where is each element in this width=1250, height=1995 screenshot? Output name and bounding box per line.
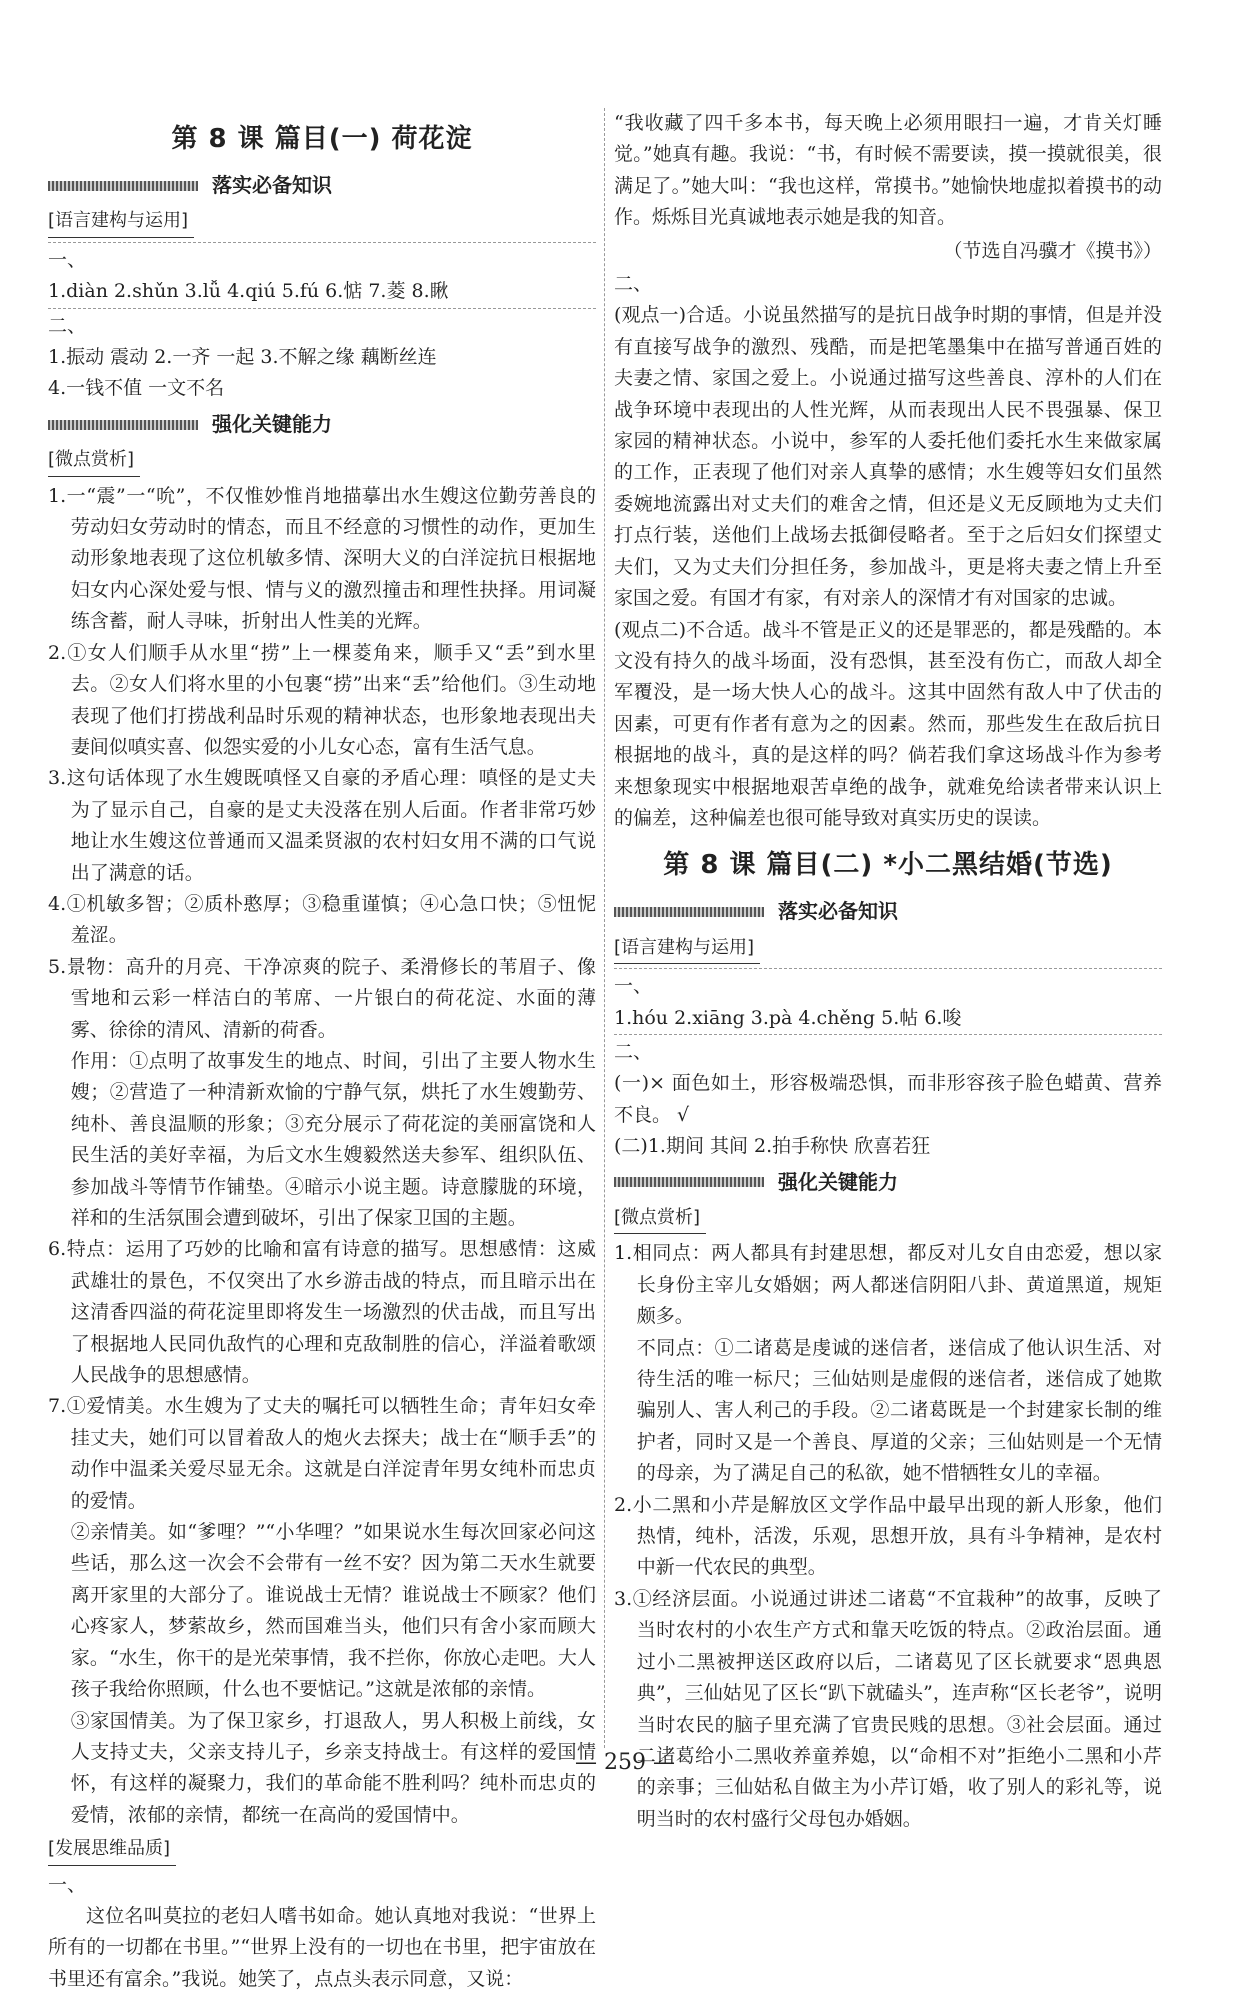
section-bar (614, 1177, 764, 1187)
answer-paragraph: 2.①女人们顺手从水里“捞”上一棵菱角来，顺手又“丢”到水里去。②女人们将水里的小包裹“捞”出来“丢”给他们。③生动地表现了他们打捞战利品时乐观的精神状态，也形象地表现出夫妻间似嗔实喜、似怨实爱的小儿女心态，富有生活气息。 (48, 641, 596, 758)
question-number: 一、 (614, 975, 653, 998)
divider (614, 1034, 1162, 1035)
answer-paragraph: 4.①机敏多智；②质朴憨厚；③稳重谨慎；④心急口快；⑤忸怩羞涩。 (48, 892, 596, 947)
answer-paragraph: 1.相同点：两人都具有封建思想，都反对儿女自由恋爱，想以家长身份主宰儿女婚姻；两人都迷信阴阳八卦、黄道黑道，规矩颇多。 (614, 1242, 1162, 1328)
answer-paragraph: (观点一)合适。小说虽然描写的是抗日战争时期的事情，但是并没有直接写战争的激烈、残酷，而是把笔墨集中在描写普通百姓的夫妻之情、家国之爱上。小说通过描写这些善良、淳朴的人们在战争环境中表现出的人性光辉，从而表现出人民不畏强暴、保卫家园的精神状态。小说中，参军的人委托他们委托水生来做家属的工作，正表现了他们对亲人真挚的感情；水生嫂等妇女们虽然委婉地流露出对丈夫们的难舍之情，但还是义无反顾地为丈夫们打点行装，送他们上战场去抵御侵略者。至于之后妇女们探望丈夫们，又为丈夫们分担任务，参加战斗，更是将夫妻之情上升至家国之爱。有国才有家，有对亲人的深情才有对国家的忠诚。 (614, 304, 1162, 610)
section-header (48, 170, 596, 201)
answer-paragraph: 这位名叫莫拉的老妇人嗜书如命。她认真地对我说：“世界上所有的一切都在书里。”“世界上没有的一切也在书里，把宇宙放在书里还有富余。”我说。她笑了，点点头表示同意，又说： (48, 1904, 596, 1990)
source-citation: （节选自冯骥才《摸书》） (943, 239, 1162, 262)
lesson-title-2: 第 8 课 篇目(二) *小二黑结婚(节选) (663, 850, 1113, 881)
answer-line: (二)1.期间 其间 2.拍手称快 欣喜若狂 (614, 1135, 931, 1158)
answer-paragraph: 7.①爱情美。水生嫂为了丈夫的嘱托可以牺牲生命；青年妇女牵挂丈夫，她们可以冒着敌人的炮火去探夫；战士在“顺手丢”的动作中温柔关爱尽显无余。这就是白洋淀青年男女纯朴而忠贞的爱情。 (48, 1395, 596, 1512)
divider (48, 308, 596, 309)
answer-paragraph: ③家国情美。为了保卫家乡，打退敌人，男人积极上前线，女人支持丈夫，父亲支持儿子，乡亲支持战士。有这样的爱国情怀，有这样的凝聚力，我们的革命能不胜利吗？纯朴而忠贞的爱情，浓郁的亲情，都统一在高尚的爱国情中。 (70, 1709, 596, 1826)
answer-paragraph: (观点二)不合适。战斗不管是正义的还是罪恶的，都是残酷的。本文没有持久的战斗场面，没有恐惧，甚至没有伤亡，而敌人却全军覆没，是一场大快人心的战斗。这其中固然有敌人中了伏击的因素，可更有作者有意为之的因素。然而，那些发生在敌后抗日根据地的战斗，真的是这样的吗？倘若我们拿这场战斗作为参考来想象现实中根据地艰苦卓绝的战争，就难免给读者带来认识上的偏差，这种偏差也很可能导致对真实历史的误读。 (614, 618, 1162, 829)
section-label: 强化关键能力 (778, 1169, 898, 1194)
answer-paragraph: 作用：①点明了故事发生的地点、时间，引出了主要人物水生嫂；②营造了一种清新欢愉的宁静气氛，烘托了水生嫂勤劳、纯朴、善良温顺的形象；③充分展示了荷花淀的美丽富饶和人民生活的美好幸福，为后文水生嫂毅然送夫参军、组织队伍、参加战斗等情节作铺垫。④暗示小说主题。诗意朦胧的环境，祥和的生活氛围会遭到破坏，引出了保家卫国的主题。 (70, 1049, 596, 1229)
question-number: 二、 (48, 314, 87, 337)
answer-line: 1.diàn 2.shǔn 3.lǚ 4.qiú 5.fú 6.惦 7.菱 8.瞅 (48, 280, 449, 303)
answer-line: (一)× 面色如土，形容极端恐惧，而非形容孩子脸色蜡黄、营养不良。 √ (614, 1072, 1162, 1126)
section-header (48, 409, 596, 440)
section-header (614, 1167, 1162, 1198)
answer-paragraph: 6.特点：运用了巧妙的比喻和富有诗意的描写。思想感情：这威武雄壮的景色，不仅突出了水乡游击战的特点，而且暗示出在这清香四溢的荷花淀里即将发生一场激烈的伏击战，而且写出了根据地人民同仇敌忾的心理和克敌制胜的信心，洋溢着歌颂人民战争的思想感情。 (48, 1238, 596, 1387)
answer-line: 4.一钱不值 一文不名 (48, 377, 225, 400)
answer-paragraph: 3.这句话体现了水生嫂既嗔怪又自豪的矛盾心理：嗔怪的是丈夫为了显示自己，自豪的是丈夫没落在别人后面。作者非常巧妙地让水生嫂这位普通而又温柔贤淑的农村妇女用不满的口气说出了满意的话。 (48, 767, 596, 884)
answer-paragraph: ②亲情美。如“爹哩？”“小华哩？”如果说水生每次回家必问这些话，那么这一次会不会带有一丝不安？因为第二天水生就要离开家里的大部分了。谁说战士无情？谁说战士不顾家？他们心疼家人，梦萦故乡，然而国难当头，他们只有舍小家而顾大家。“水生，你干的是光荣事情，我不拦你，你放心走吧。大人孩子我给你照顾，什么也不要惦记。”这就是浓郁的亲情。 (70, 1521, 596, 1701)
answer-paragraph: 不同点：①二诸葛是虔诚的迷信者，迷信成了他认识生活、对待生活的唯一标尺；三仙姑则是虚假的迷信者，迷信成了她欺骗别人、害人利己的手段。②二诸葛既是一个封建家长制的维护者，同时又是一个善良、厚道的父亲；三仙姑则是一个无情的母亲，为了满足自己的私欲，她不惜牺牲女儿的幸福。 (636, 1336, 1162, 1485)
section-label: 落实必备知识 (212, 173, 332, 197)
question-number: 一、 (48, 248, 87, 271)
answer-paragraph: 5.景物：高升的月亮、干净凉爽的院子、柔滑修长的苇眉子、像雪地和云彩一样洁白的苇席、一片银白的荷花淀、水面的薄雾、徐徐的清风、清新的荷香。 (48, 955, 596, 1041)
page-number: — 259 — (575, 1750, 675, 1775)
subsection-label: [ 微点赏析 ] (48, 444, 140, 476)
question-number: 二、 (614, 273, 653, 296)
answer-paragraph: 3.①经济层面。小说通过讲述二诸葛“不宜栽种”的故事，反映了当时农村的小农生产方式和靠天吃饭的特点。②政治层面。通过小二黑被押送区政府以后，二诸葛见了区长就要求“恩典恩典”，三仙姑见了区长“趴下就磕头”，连声称“区长老爷”，说明当时农民的脑子里充满了官贵民贱的思想。③社会层面。通过二诸葛给小二黑收养童养媳，以“命相不对”拒绝小二黑和小芹的亲事；三仙姑私自做主为小芹订婚，收了别人的彩礼等，说明当时的农村盛行父母包办婚姻。 (614, 1587, 1162, 1830)
right-column (614, 108, 1162, 1835)
section-label: 落实必备知识 (778, 899, 898, 924)
answer-line: 1.振动 震动 2.一齐 一起 3.不解之缘 藕断丝连 (48, 346, 437, 369)
subsection-label: [ 语言建构与运用 ] (48, 205, 194, 237)
column-divider (604, 108, 605, 1748)
subsection-label: [ 微点赏析 ] (614, 1202, 706, 1234)
section-header (614, 896, 1162, 927)
answer-paragraph: “我收藏了四千多本书，每天晚上必须用眼扫一遍，才肯关灯睡觉。”她真有趣。我说：“书，有时候不需要读，摸一摸就很美，很满足了。”她大叫：“我也这样，常摸书。”她愉快地虚拟着摸书的动作。烁烁目光真诚地表示她是我的知音。 (614, 112, 1162, 229)
section-bar (614, 907, 764, 917)
section-bar (48, 181, 198, 191)
subsection-label: [ 语言建构与运用 ] (614, 932, 760, 964)
divider (48, 242, 596, 243)
section-bar (48, 420, 198, 430)
left-column (48, 108, 596, 1995)
section-label: 强化关键能力 (212, 411, 332, 436)
answer-line: 1.hóu 2.xiāng 3.pà 4.chěng 5.帖 6.唆 (614, 1006, 962, 1029)
divider (614, 968, 1162, 969)
question-number: 二、 (614, 1040, 653, 1063)
question-number: 一、 (48, 1873, 87, 1896)
answer-paragraph: 2.小二黑和小芹是解放区文学作品中最早出现的新人形象，他们热情，纯朴，活泼，乐观，思想开放，具有斗争精神，是农村中新一代农民的典型。 (614, 1493, 1162, 1579)
subsection-label: [ 发展思维品质 ] (48, 1833, 176, 1865)
lesson-title-1: 第 8 课 篇目(一) 荷花淀 (171, 124, 473, 154)
answer-paragraph: 1.一“震”一“吮”，不仅惟妙惟肖地描摹出水生嫂这位勤劳善良的劳动妇女劳动时的情态，而且不经意的习惯性的动作，更加生动形象地表现了这位机敏多情、深明大义的白洋淀抗日根据地妇女内心深处爱与恨、情与义的激烈撞击和理性抉择。用词凝练含蓄，耐人寻味，折射出人性美的光辉。 (48, 484, 596, 633)
